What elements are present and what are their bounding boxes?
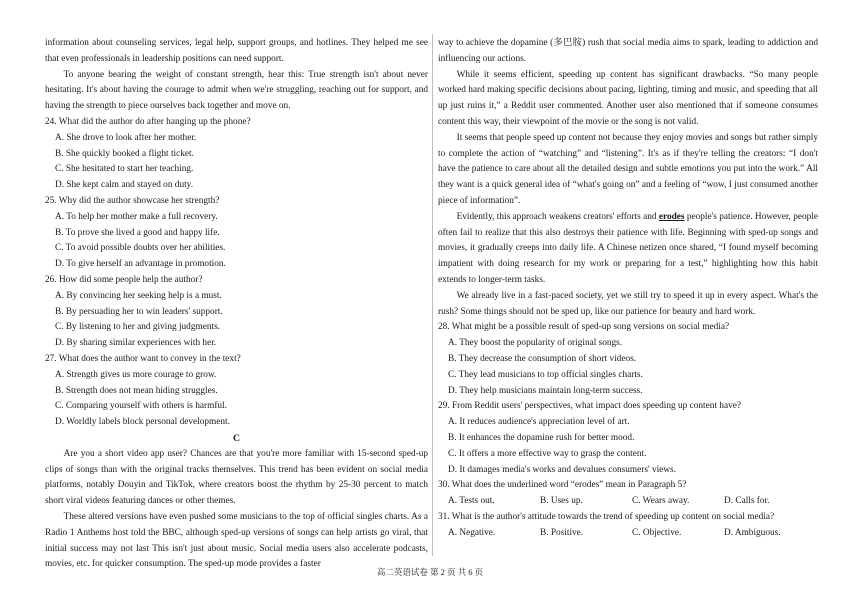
option: A. Tests out. xyxy=(448,496,495,507)
text-span: people's patience. However, people often fail to realize that this also destroys their patience with life. Beginning with sped-up songs and movies, it gradually creeps into daily life. A Chinese netizen once shared, “I found myself becoming impatient with doing research for my work or preparing for a test,” highlighting how this habit extends to longer-term tasks. xyxy=(438,211,818,285)
option: A. They boost the popularity of original songs. xyxy=(448,338,623,349)
option: B. Uses up. xyxy=(540,496,583,507)
page-footer: 高二英语试卷 第 2 页 共 6 页 xyxy=(376,567,484,577)
passage-paragraph: way to achieve the dopamine (多巴胺) rush that social media aims to spark, leading to addiction and influencing our actions. xyxy=(438,38,818,64)
option: D. Worldly labels block personal development. xyxy=(55,417,230,428)
right-column xyxy=(438,36,818,542)
question-27: 27. What does the author want to convey in the text? xyxy=(45,353,241,364)
option: D. It damages media's works and devalues consumers' views. xyxy=(448,464,676,475)
passage-paragraph: It seems that people speed up content not because they enjoy movies and songs but rather simply to complete the action of “watching” and “listening”. It's as if they're telling the creators: “I don't have the patience to care about all the detailed design and subtle emotions you put into the work.” All they want is a quick general idea of “what's going on” and a feeling of “wow, I just consumed another piece of information”. xyxy=(438,132,818,206)
passage-paragraph: Are you a short video app user? Chances are that you're more familiar with 15-second sped-up clips of songs than with the original tracks themselves. This trend has been evident on social media platforms, notably Douyin and TikTok, where creators boost the rhythm by 25-30 percent to match short viral videos featuring dances or other themes. xyxy=(45,448,428,507)
option: D. Calls for. xyxy=(724,496,770,507)
option: C. Wears away. xyxy=(632,496,690,507)
question-28: 28. What might be a possible result of sped-up song versions on social media? xyxy=(438,322,730,333)
option: A. To help her mother make a full recovery. xyxy=(55,211,218,222)
options-row xyxy=(448,494,818,510)
passage-paragraph: These altered versions have even pushed some musicians to the top of official singles charts. As a Radio 1 Anthems host told the BBC, although sped-up versions of songs can help artists go viral, that initial success may not last This isn't just about music. Social media users also accelerate podcasts, movies, etc. for quicker consumption. The sped-up mode provides a faster xyxy=(45,511,428,570)
option: D. To give herself an advantage in promotion. xyxy=(55,259,226,270)
passage-paragraph: We already live in a fast-paced society, yet we still try to speed it up in every aspect. What's the rush? Some things should not be sped up, like our patience for beauty and hard work. xyxy=(438,290,818,317)
question-25: 25. Why did the author showcase her strength? xyxy=(45,195,220,206)
question-30: 30. What does the underlined word “erodes” mean in Paragraph 5? xyxy=(438,480,687,491)
option: C. She hesitated to start her teaching. xyxy=(55,164,194,175)
option: C. They lead musicians to top official singles charts. xyxy=(448,369,643,380)
option: C. To avoid possible doubts over her abilities. xyxy=(55,243,226,254)
question-31: 31. What is the author's attitude towards the trend of speeding up content on social media? xyxy=(438,511,775,522)
passage-paragraph: To anyone bearing the weight of constant strength, hear this: True strength isn't about never hesitating. It's about having the courage to admit when we're struggling, reaching out for support, and having the strength to piece ourselves back together and move on. xyxy=(45,69,428,112)
option: D. By sharing similar experiences with her. xyxy=(55,338,217,349)
question-26: 26. How did some people help the author? xyxy=(45,274,203,285)
option: B. Positive. xyxy=(540,527,584,538)
left-column xyxy=(45,36,428,573)
question-24: 24. What did the author do after hanging up the phone? xyxy=(45,116,251,127)
option: A. Negative. xyxy=(448,527,496,538)
option: A. Strength gives us more courage to grow. xyxy=(55,369,217,380)
option: A. It reduces audience's appreciation level of art. xyxy=(448,417,630,428)
underlined-word: erodes xyxy=(658,211,685,222)
option: B. To prove she lived a good and happy life. xyxy=(55,227,220,238)
passage-paragraph: While it seems efficient, speeding up content has significant drawbacks. “So many people worked hard making specific decisions about pacing, lighting, timing and music, and speeding that all up just ruins it,” a Reddit user commented. Another user also mentioned that if someone consumes content this way, their viewpoint of the movie or the song is not valid. xyxy=(438,69,818,127)
option: C. Objective. xyxy=(632,527,682,538)
option: C. By listening to her and giving judgments. xyxy=(55,322,221,333)
option: B. They decrease the consumption of short videos. xyxy=(448,353,637,364)
option: C. It offers a more effective way to grasp the content. xyxy=(448,448,647,459)
option: D. Ambiguous. xyxy=(724,527,781,538)
option: A. By convincing her seeking help is a must. xyxy=(55,290,222,301)
options-row xyxy=(448,526,818,542)
passage-paragraph: information about counseling services, legal help, support groups, and hotlines. They helped me see that even professionals in leadership positions can need support. xyxy=(45,38,428,64)
option: B. Strength does not mean hiding struggles. xyxy=(55,385,218,396)
option: B. By persuading her to win leaders' support. xyxy=(55,306,223,317)
option: D. They help musicians maintain long-term success. xyxy=(448,385,643,396)
passage-paragraph-5 xyxy=(438,210,818,289)
text-span: Evidently, this approach weakens creators' efforts and xyxy=(456,211,659,222)
option: C. Comparing yourself with others is harmful. xyxy=(55,401,227,412)
option: A. She drove to look after her mother. xyxy=(55,132,197,143)
question-29: 29. From Reddit users' perspectives, what impact does speeding up content have? xyxy=(438,401,741,412)
column-divider xyxy=(432,34,433,556)
option: D. She kept calm and stayed on duty. xyxy=(55,180,194,191)
option: B. It enhances the dopamine rush for better mood. xyxy=(448,432,635,443)
section-heading: C xyxy=(232,432,241,444)
option: B. She quickly booked a flight ticket. xyxy=(55,148,194,159)
